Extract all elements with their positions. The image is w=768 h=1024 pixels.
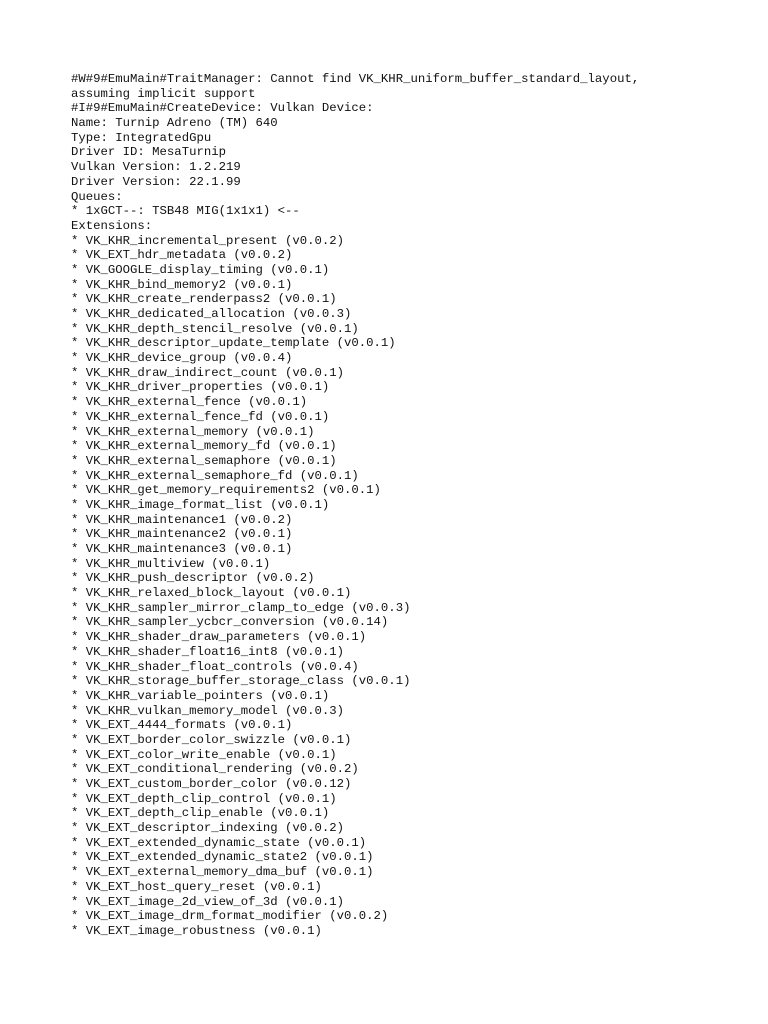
log-line: #I#9#EmuMain#CreateDevice: Vulkan Device: xyxy=(71,101,374,116)
log-line: * VK_EXT_external_memory_dma_buf (v0.0.1) xyxy=(71,865,374,880)
log-line: * VK_KHR_depth_stencil_resolve (v0.0.1) xyxy=(71,321,359,336)
log-line: * VK_KHR_vulkan_memory_model (v0.0.3) xyxy=(71,703,345,718)
log-line: * VK_KHR_get_memory_requirements2 (v0.0.1) xyxy=(71,483,381,498)
log-line: * VK_KHR_draw_indirect_count (v0.0.1) xyxy=(71,365,345,380)
log-line: * VK_KHR_sampler_ycbcr_conversion (v0.0.14) xyxy=(71,615,389,630)
vulkan-device-log xyxy=(71,72,751,939)
log-line: * VK_KHR_bind_memory2 (v0.0.1) xyxy=(71,277,293,292)
log-line: * VK_EXT_descriptor_indexing (v0.0.2) xyxy=(71,821,345,836)
log-line: * VK_KHR_external_semaphore (v0.0.1) xyxy=(71,453,337,468)
log-line: * VK_KHR_descriptor_update_template (v0.0.1) xyxy=(71,336,396,351)
log-line: * VK_EXT_color_write_enable (v0.0.1) xyxy=(71,747,337,762)
log-line: * VK_EXT_image_2d_view_of_3d (v0.0.1) xyxy=(71,894,345,909)
log-line: * VK_KHR_maintenance2 (v0.0.1) xyxy=(71,527,293,542)
log-line: * VK_KHR_external_fence_fd (v0.0.1) xyxy=(71,409,330,424)
log-line: * VK_KHR_create_renderpass2 (v0.0.1) xyxy=(71,292,337,307)
log-line: * VK_KHR_relaxed_block_layout (v0.0.1) xyxy=(71,586,352,601)
log-line: * VK_EXT_4444_formats (v0.0.1) xyxy=(71,718,293,733)
log-line: * VK_KHR_dedicated_allocation (v0.0.3) xyxy=(71,307,352,321)
log-line: * VK_KHR_multiview (v0.0.1) xyxy=(71,556,271,571)
log-line: * VK_EXT_extended_dynamic_state (v0.0.1) xyxy=(71,835,367,850)
log-line: Driver ID: MesaTurnip xyxy=(71,145,226,160)
log-line: * VK_KHR_driver_properties (v0.0.1) xyxy=(71,380,330,395)
log-line: #W#9#EmuMain#TraitManager: Cannot find VK_KHR_uniform_buffer_standard_layout, xyxy=(71,72,640,86)
log-line: * 1xGCT--: TSB48 MIG(1x1x1) <-- xyxy=(71,204,300,219)
log-line: * VK_KHR_external_semaphore_fd (v0.0.1) xyxy=(71,468,359,483)
log-line: * VK_KHR_incremental_present (v0.0.2) xyxy=(71,233,345,248)
log-line: * VK_EXT_hdr_metadata (v0.0.2) xyxy=(71,248,293,263)
log-line: * VK_KHR_push_descriptor (v0.0.2) xyxy=(71,571,315,586)
log-line: * VK_KHR_storage_buffer_storage_class (v0.0.1) xyxy=(71,674,411,689)
log-line: * VK_KHR_external_memory (v0.0.1) xyxy=(71,424,315,439)
log-line: * VK_KHR_shader_draw_parameters (v0.0.1) xyxy=(71,630,367,645)
log-line: Driver Version: 22.1.99 xyxy=(71,174,241,189)
log-line: * VK_KHR_external_fence (v0.0.1) xyxy=(71,395,308,410)
log-line: * VK_EXT_depth_clip_control (v0.0.1) xyxy=(71,791,337,806)
log-line: * VK_KHR_shader_float16_int8 (v0.0.1) xyxy=(71,644,345,659)
log-line: * VK_GOOGLE_display_timing (v0.0.1) xyxy=(71,262,330,277)
log-line: * VK_KHR_shader_float_controls (v0.0.4) xyxy=(71,659,359,674)
log-line: * VK_EXT_depth_clip_enable (v0.0.1) xyxy=(71,806,330,821)
log-line: * VK_EXT_conditional_rendering (v0.0.2) xyxy=(71,762,359,777)
log-line: * VK_KHR_device_group (v0.0.4) xyxy=(71,351,293,366)
log-line: * VK_EXT_image_robustness (v0.0.1) xyxy=(71,923,322,938)
log-line: Type: IntegratedGpu xyxy=(71,130,212,145)
log-line: * VK_KHR_variable_pointers (v0.0.1) xyxy=(71,688,330,703)
log-line: Vulkan Version: 1.2.219 xyxy=(71,160,241,175)
log-line: assuming implicit support xyxy=(71,86,256,101)
log-line: * VK_EXT_image_drm_format_modifier (v0.0.2) xyxy=(71,909,389,924)
log-line: * VK_KHR_external_memory_fd (v0.0.1) xyxy=(71,439,337,454)
log-line: * VK_EXT_border_color_swizzle (v0.0.1) xyxy=(71,732,352,747)
log-line: * VK_KHR_sampler_mirror_clamp_to_edge (v0.0.3) xyxy=(71,600,411,615)
log-line: * VK_EXT_extended_dynamic_state2 (v0.0.1) xyxy=(71,850,374,865)
log-line: * VK_KHR_maintenance1 (v0.0.2) xyxy=(71,512,293,527)
log-line: Extensions: xyxy=(71,218,153,233)
log-line: Name: Turnip Adreno (TM) 640 xyxy=(71,116,278,131)
log-line: * VK_KHR_maintenance3 (v0.0.1) xyxy=(71,542,293,556)
log-line: Queues: xyxy=(71,189,123,204)
log-line: * VK_KHR_image_format_list (v0.0.1) xyxy=(71,497,330,512)
log-line: * VK_EXT_host_query_reset (v0.0.1) xyxy=(71,879,322,894)
log-line: * VK_EXT_custom_border_color (v0.0.12) xyxy=(71,777,352,791)
